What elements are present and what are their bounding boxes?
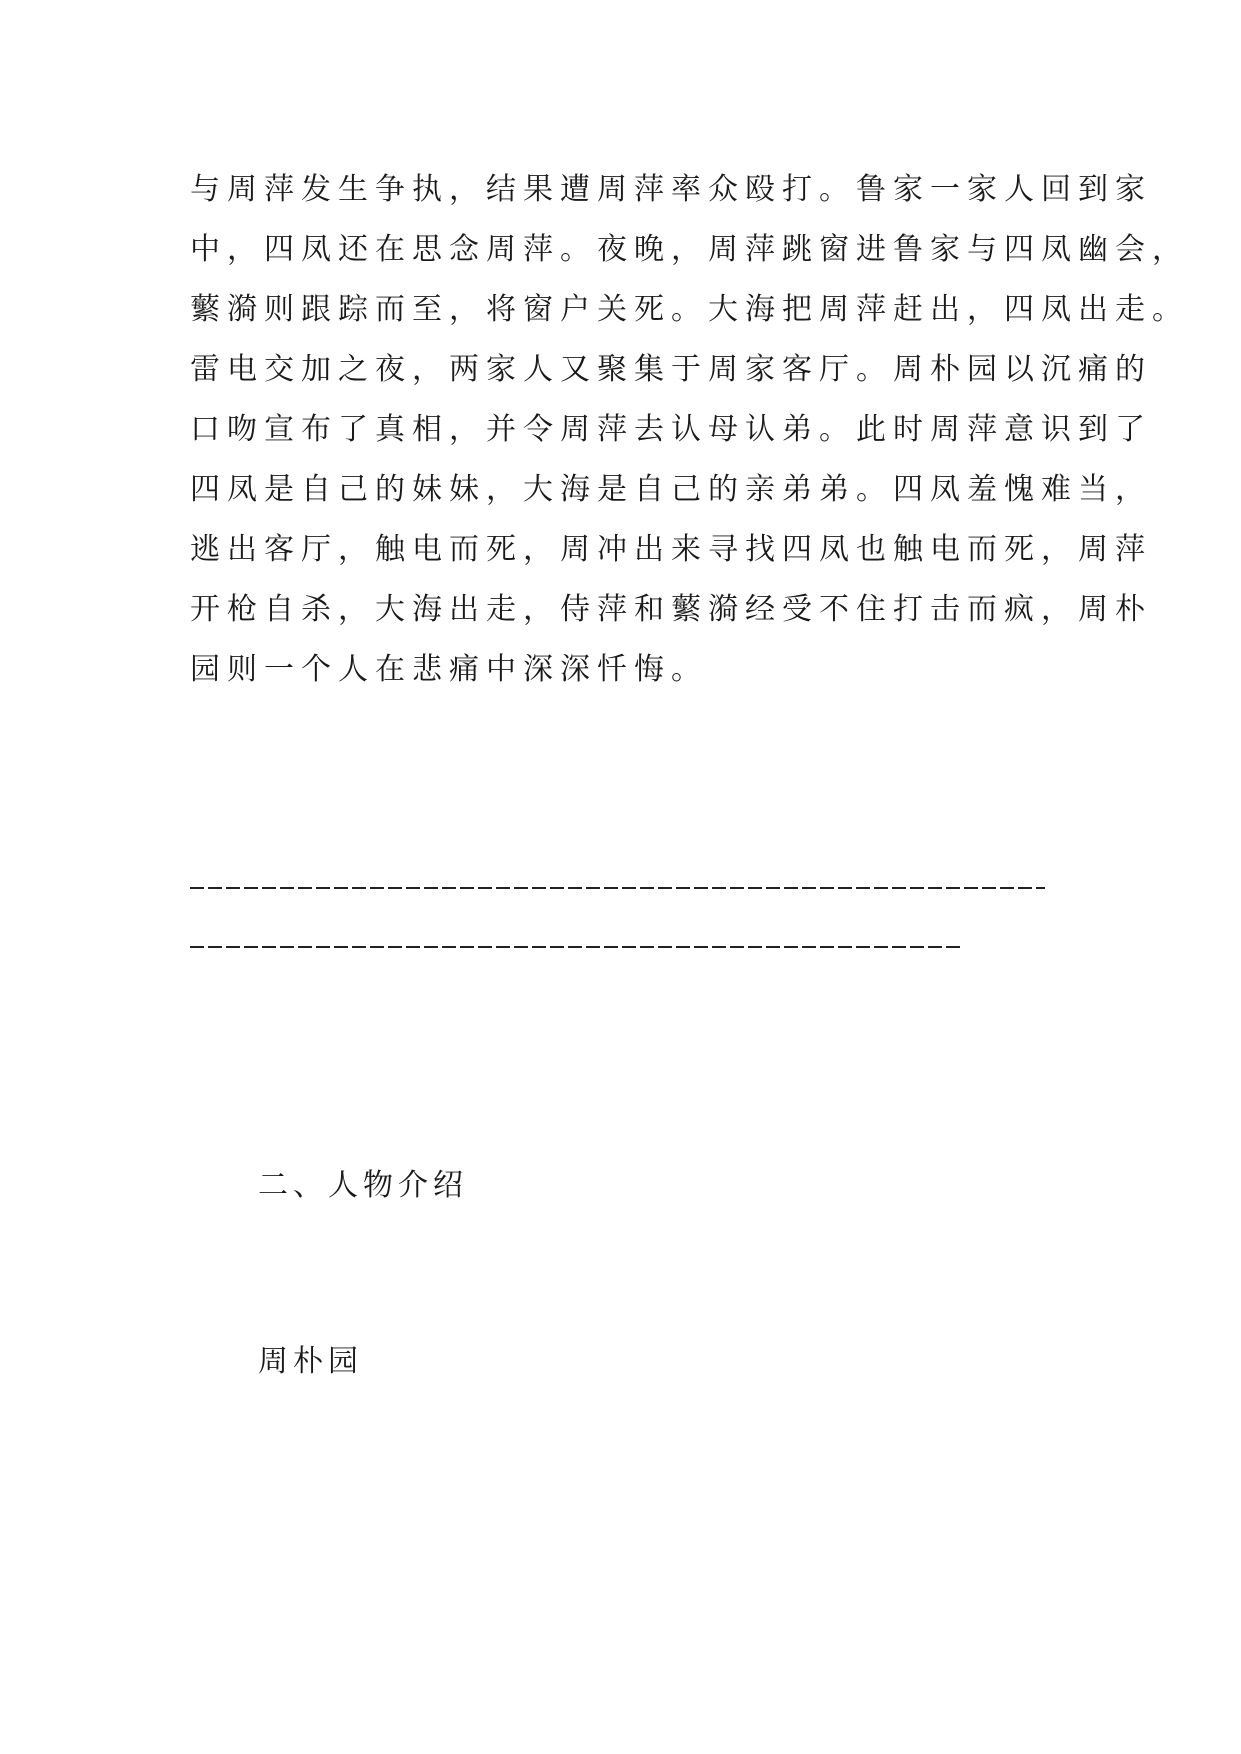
dashed-divider <box>190 946 962 948</box>
character-name-heading: 周朴园 <box>258 1344 363 1379</box>
paragraph-line: 口吻宣布了真相，并令周萍去认母认弟。此时周萍意识到了 <box>190 412 1152 447</box>
paragraph-line: 逃出客厅，触电而死，周冲出来寻找四凤也触电而死，周萍 <box>190 532 1152 567</box>
dashed-divider <box>190 887 1045 889</box>
paragraph-line: 开枪自杀，大海出走，侍萍和蘩漪经受不住打击而疯，周朴 <box>190 592 1152 627</box>
paragraph-line: 四凤是自己的妹妹，大海是自己的亲弟弟。四凤羞愧难当， <box>190 472 1152 507</box>
paragraph-line: 园则一个人在悲痛中深深忏悔。 <box>190 652 708 687</box>
paragraph-line: 中，四凤还在思念周萍。夜晚，周萍跳窗进鲁家与四凤幽会， <box>190 232 1189 267</box>
paragraph-line: 雷电交加之夜，两家人又聚集于周家客厅。周朴园以沉痛的 <box>190 352 1152 387</box>
section-heading: 二、人物介绍 <box>258 1168 468 1203</box>
paragraph-line: 与周萍发生争执，结果遭周萍率众殴打。鲁家一家人回到家 <box>190 172 1152 207</box>
synopsis-paragraph <box>190 160 1189 700</box>
paragraph-line: 蘩漪则跟踪而至，将窗户关死。大海把周萍赶出，四凤出走。 <box>190 292 1189 327</box>
